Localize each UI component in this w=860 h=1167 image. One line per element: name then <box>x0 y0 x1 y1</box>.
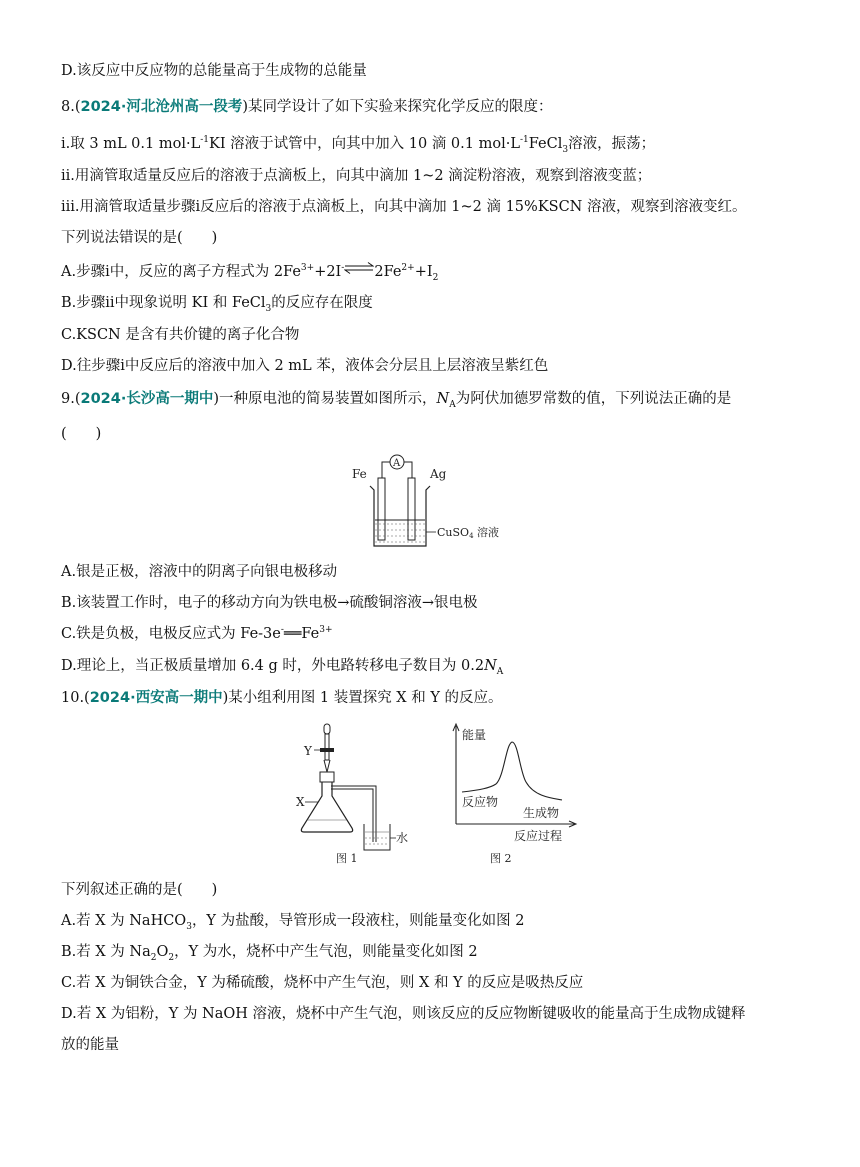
svg-text:A: A <box>393 458 401 469</box>
q9-option-d: D.理论上，当正极质量增加 6.4 g 时，外电路转移电子数目为 $0.2N_A$ <box>61 658 504 677</box>
q10-stem: 10.(2024·西安高一期中)某小组利用图 1 装置探究 X 和 Y 的反应。 <box>61 690 503 706</box>
q9-option-c: C.铁是负极，电极反应式为 $Fe-3e^-══Fe^{3+}$ <box>61 625 333 642</box>
q10-source: 2024·西安高一期中 <box>89 690 223 706</box>
figure-1-apparatus <box>290 720 415 868</box>
reversible-arrow-icon <box>344 262 374 274</box>
q10-option-b: B.若 X 为 $Na_2O_2$，Y 为水，烧杯中产生气泡，则能量变化如图 2 <box>61 944 478 963</box>
dropper-bulb <box>324 724 330 734</box>
progress-axis-label: 反应过程 <box>514 829 563 843</box>
figure-2-caption: 图 2 <box>490 852 512 865</box>
solution-label: CuSO4 溶液 <box>437 526 500 540</box>
figure-2-energy-diagram <box>450 722 585 868</box>
delivery-tube <box>331 786 376 842</box>
q8-source: 2024·河北沧州高一段考 <box>80 99 243 115</box>
stopper <box>320 772 334 782</box>
fe-label: Fe <box>352 467 367 481</box>
q8-option-c: C.KSCN 是含有共价键的离子化合物 <box>61 327 300 343</box>
fe-electrode <box>378 478 385 540</box>
q8-option-a: A.步骤ⅰ中，反应的离子方程式为 $2Fe^{3+}+2I^-$ $2Fe^{2+}+I_2$ <box>61 263 439 283</box>
q8-option-d: D.往步骤ⅰ中反应后的溶液中加入 2 mL 苯，液体会分层且上层溶液呈紫红色 <box>61 358 549 374</box>
q10-option-d: D.若 X 为铝粉，Y 为 NaOH 溶液，烧杯中产生气泡，则该反应的反应物断键吸收的能量高于生成物成键释 <box>61 1006 746 1022</box>
q10-question: 下列叙述正确的是( ) <box>61 882 218 898</box>
q8-question: 下列说法错误的是( ) <box>61 230 218 246</box>
q8-option-b: B.步骤ⅱ中现象说明 KI 和 FeCl$_3$的反应存在限度 <box>61 295 373 314</box>
water-label: 水 <box>396 831 409 845</box>
dropping-funnel <box>325 734 329 760</box>
q10-option-d-continued: 放的能量 <box>61 1037 119 1053</box>
reactants-label: 反应物 <box>462 795 499 809</box>
products-label: 生成物 <box>523 806 560 820</box>
figure-1-caption: 图 1 <box>336 852 358 865</box>
ag-label: Ag <box>430 467 447 481</box>
q9-source: 2024·长沙高一期中 <box>80 391 214 407</box>
q9-answer-paren: ( ) <box>61 426 102 442</box>
q9-option-a: A.银是正极，溶液中的阴离子向银电极移动 <box>61 564 338 580</box>
energy-curve <box>462 742 562 800</box>
q9-stem: 9.(2024·长沙高一期中)一种原电池的简易装置如图所示，$N_A$为阿伏加德罗常数的值，下列说法正确的是 <box>61 391 732 410</box>
x-label: X <box>296 795 305 809</box>
q10-option-c: C.若 X 为铜铁合金，Y 为稀硫酸，烧杯中产生气泡，则 X 和 Y 的反应是吸热反应 <box>61 975 584 991</box>
q8-step-i: ⅰ.取 3 mL 0.1 $mol\cdot L^{-1}KI$ 溶液于试管中，向其中加入 10 滴 0.1 $mol\cdot L^{-1}FeCl_3$溶液，振荡； <box>61 135 656 155</box>
galvanic-cell-figure <box>348 450 518 555</box>
q7-option-d: D.该反应中反应物的总能量高于生成物的总能量 <box>61 63 367 79</box>
q8-step-ii: ⅱ.用滴管取适量反应后的溶液于点滴板上，向其中滴加 1~2 滴淀粉溶液，观察到溶液变蓝； <box>61 168 652 184</box>
ag-electrode <box>408 478 415 540</box>
q8-step-iii: ⅲ.用滴管取适量步骤ⅰ反应后的溶液于点滴板上，向其中滴加 1~2 滴 15%KSCN 溶液，观察到溶液变红。 <box>61 199 747 215</box>
q10-option-a: A.若 X 为 NaHCO$_3$，Y 为盐酸，导管形成一段液柱，则能量变化如图 2 <box>61 913 525 932</box>
q8-stem: 8.(2024·河北沧州高一段考)某同学设计了如下实验来探究化学反应的限度： <box>61 99 553 115</box>
y-label: Y <box>304 744 312 758</box>
q9-option-b: B.该装置工作时，电子的移动方向为铁电极→硫酸铜溶液→银电极 <box>61 595 478 611</box>
water-beaker <box>364 824 390 850</box>
energy-axis-label: 能量 <box>462 728 487 742</box>
